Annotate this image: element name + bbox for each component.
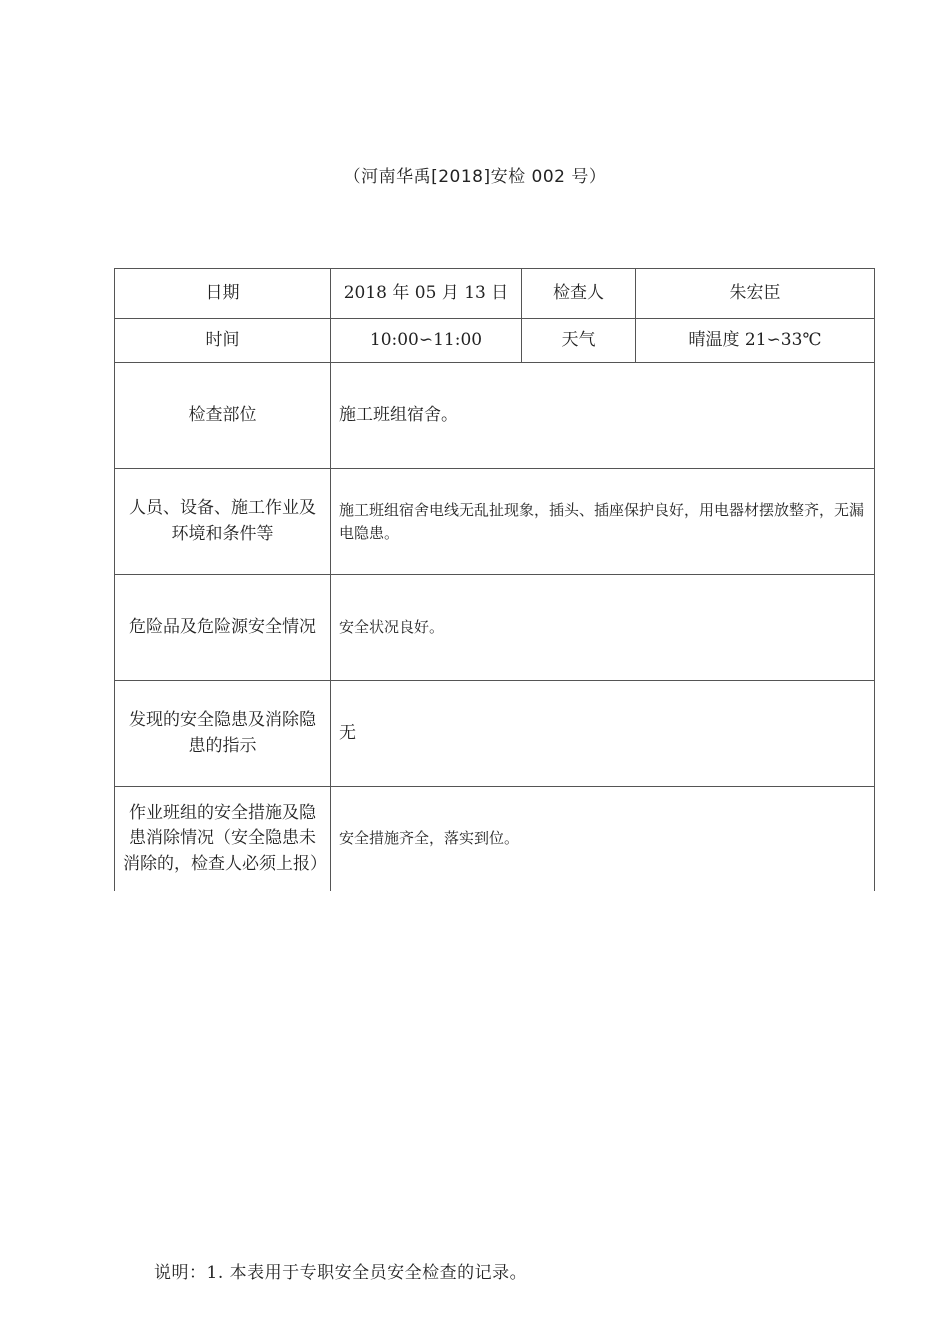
personnel-value: 施工班组宿舍电线无乱扯现象，插头、插座保护良好，用电器材摆放整齐，无漏电隐患。 [331,469,875,575]
inspection-record-table [114,268,875,891]
time-value: 10:00∽11:00 [331,319,522,363]
table-row [115,269,875,319]
inspector-value: 朱宏臣 [636,269,875,319]
table-row [115,787,875,891]
footnote: 说明：1. 本表用于专职安全员安全检查的记录。 [154,1263,528,1283]
hazard-label: 危险品及危险源安全情况 [115,575,331,681]
document-number: （河南华禹[2018]安检 002 号） [343,167,607,187]
location-value: 施工班组宿舍。 [331,363,875,469]
weather-value: 晴温度 21∽33℃ [636,319,875,363]
table-row [115,319,875,363]
date-value: 2018 年 05 月 13 日 [331,269,522,319]
table-row [115,575,875,681]
weather-label: 天气 [522,319,636,363]
table-row [115,363,875,469]
findings-value: 无 [331,681,875,787]
personnel-label: 人员、设备、施工作业及环境和条件等 [115,469,331,575]
hazard-value: 安全状况良好。 [331,575,875,681]
table-row [115,469,875,575]
time-label: 时间 [115,319,331,363]
table-row [115,681,875,787]
findings-label: 发现的安全隐患及消除隐患的指示 [115,681,331,787]
date-label: 日期 [115,269,331,319]
location-label: 检查部位 [115,363,331,469]
measures-value: 安全措施齐全，落实到位。 [331,787,875,891]
inspector-label: 检查人 [522,269,636,319]
measures-label: 作业班组的安全措施及隐患消除情况（安全隐患未消除的，检查人必须上报） [115,787,331,891]
